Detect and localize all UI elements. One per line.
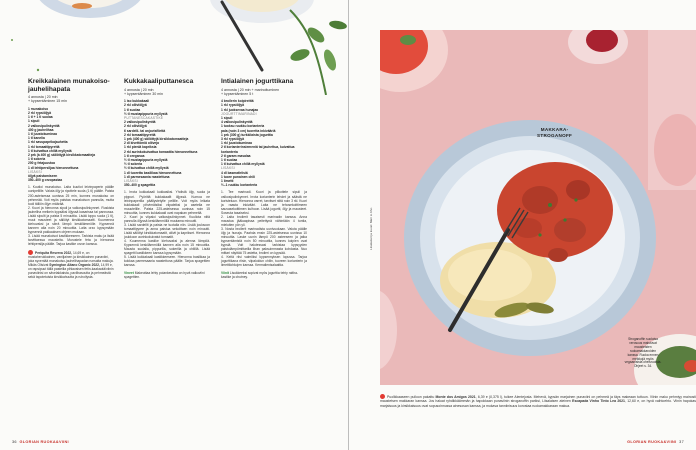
- ingredient-item: 1 tl suolaa: [221, 158, 238, 163]
- wine-text: 14,69 e, on mustaherukkainen, vaniljainen ja kirsikkainen punaviini, joka syventää munakoiso-jauhelihapadan runsaita makuja. Mikäs Olisivat: [28, 251, 114, 268]
- ingredient-item: 4 dl basmatiriisiä: [221, 170, 248, 175]
- ingredient-item: ½ tl kuivattua chiliä myllystä: [124, 166, 169, 171]
- ingredient-item: 350–400 g orzopastaa: [28, 178, 63, 183]
- ingredient-item: ½ tl sokeria: [124, 162, 143, 167]
- magazine-section: GLORIAN RUOKA&VIINI: [627, 440, 677, 444]
- ingredient-item: 1 tl oreganoa: [124, 153, 145, 158]
- ingredient-item: 4 valkosipulinkynttä: [221, 120, 253, 125]
- ingredient-item: 1 prk (300 g) turkkilaista jogurttia: [221, 132, 273, 137]
- dish-label: [537, 127, 572, 138]
- right-page: [349, 0, 696, 450]
- recipe-column-2: [124, 78, 210, 279]
- ingredient-item: 1 tl juustokuminaa: [28, 132, 57, 136]
- ingredient-item: 1 prk (400 g) säilöttyjä kirsikkatomaatteja: [124, 137, 189, 142]
- ingredient-item: 350–400 g spagettia: [124, 183, 156, 188]
- ingredient-item: 1 dl tuoretta basilikaa hienonnettuna: [124, 170, 182, 175]
- ingredient-item: 1 tuoksu ruukku korianteria: [221, 124, 265, 129]
- ingredient-item: 6 sardelli- tai anjovisfilettä: [124, 128, 166, 133]
- wine-tip: [124, 271, 210, 279]
- ingredient-item: 1 rkl rypsiöljyä: [221, 103, 245, 108]
- ingredient-item: 2 valkosipulinkynttä: [124, 120, 156, 125]
- recipe-steps: [221, 190, 307, 267]
- ingredient-item: 1 tl + 1 tl suolaa: [28, 115, 53, 120]
- ingredient-item: 1 rkl tomaattipyrettä: [28, 144, 60, 149]
- ingredient-item: 2 rkl oliiviöljyä: [124, 124, 147, 129]
- ingredient-item: 1 munakoiso: [28, 106, 49, 111]
- photo-credit: Liisalaiset ja kuvat: Mari Li Aho: [369, 207, 373, 250]
- ingredient-item: pala (noin 3 cm) tuoretta inkivääriä: [221, 128, 276, 133]
- ingredient-item: 2 tl korianterinsiemeniä tai jauhettua, kuivattua korianteria: [221, 145, 295, 154]
- wine-tip: [28, 250, 114, 279]
- page-footer: [12, 440, 69, 444]
- ingredient-item: 1 tl kanelia: [28, 136, 45, 141]
- ingredient-item: 1 rkl juoksevaa hunajaa: [221, 107, 259, 112]
- recipe-step: 4. Kuumenna kastike kiehuvaksi ja alenna lämpöä. Kypsennä keskilämmöllä kannen alla noin 15 minuuttia. Mausta suolalla, pippurilla, sokerilla ja chilillä. Lisää spagetti kastikkeen kanssa kypsymään.: [124, 239, 210, 256]
- ingredient-list: [28, 107, 114, 183]
- ingredient-item: ½–1 ruukku korianteria: [221, 183, 258, 188]
- ingredient-item: 400 g jauhelihaa: [28, 127, 54, 132]
- ingredient-item: 1 tl kuivattua chiliä myllystä: [28, 148, 72, 153]
- ingredient-section-label: LISÄKSI: [124, 179, 138, 184]
- ingredient-item: 1 iso kukkakaali: [124, 99, 150, 104]
- ingredient-list: [221, 99, 307, 187]
- recipe-step: 2. Kuori ja viipaloi valkosipulinkynnet. Kuullota niitä pannulla öljyssä keskilämmöllä muutama minuutti.: [124, 214, 210, 223]
- recipe-servings: 4 annosta | 20 min: [124, 87, 154, 92]
- recipe-step: 1. Tee marinadi. Kuori ja pilkottele sipuli ja valkosipulinkynnet. Irrota korianterin lehdet ja säästä ne koristeluun. Hienonna varret, tarvitset niitä noin 3 rkl. Kuori ja raasta inkivääri. Laita ne tehosekoittimeen sauvasekoittimen kulhoon. Lisää jogurtti, öljy ja mausteet. Soseuta tasaiseksi.: [221, 190, 307, 215]
- wine-name-2: Symington Altano Organic 2022,: [49, 263, 100, 268]
- ingredient-item: 1 tuore punainen chili: [221, 174, 256, 179]
- recipe-step: 4. Keitä riisi valmiiksi kypsennyksen lopussa. Tarjoa jogurttikana riisin, viipaloidun chilin, tuoreen korianterin ja limettilohkojen kanssa. Kermalienisalaattia.: [221, 255, 307, 268]
- page-number: 37: [679, 440, 684, 444]
- recipe-step: 2. Laita broilerit tasaisesti marinadin kanssa. Anna maustua jääkaapissa peitettynä vähintään 4 tuntia, mieluiten yön yli.: [221, 214, 307, 227]
- ingredient-item: 1 dl lehtipersiljaa hienonnettuna: [28, 165, 79, 170]
- caption-text: , 6,39 e (0,375 l), tuikee Alentejosta. Mehevä, kypsän marjainen punaviini on pehmeä ja täys makeaan tuttuun. Viinin maku pehmiyy mainosti maustetsen makkaran kanssa. Jos haluat ryhdikkäämmän ja hapokkaan punaviinin stroganoffin pariksi, Liisalaisen ateinen: [380, 395, 696, 404]
- recipe-title: Intialainen jogurttikana: [221, 78, 294, 85]
- caption-wine-name: Monte dos Amigos 2021: [435, 395, 476, 399]
- recipe-column-3: [221, 78, 307, 279]
- recipe-step: 5. Lisää kukkakaali kastikkeeseen. Hienonna basilikaa ja kokkaa parmesaania raastettuna päälle. Tarjoa spagettien kanssa.: [124, 255, 210, 268]
- ingredient-item: 4 broilerin koipireittä: [221, 99, 254, 104]
- ingredient-item: 2 valkosipulinkynttä: [28, 123, 60, 128]
- ingredient-item: 2 dl kivettömiä oliiveja: [124, 141, 159, 146]
- ingredient-item: 1 rkl savupaprikajauhetta: [28, 140, 68, 145]
- caption-text-2: , 12,60 e, on hyvä vaihtoehto. Viinin hapokas marjaisuus ja kirsikkaisuus ovat sopusoinnussa ainesosan kanssa, ja mukava tanniinisuus korostaa ruokamakkaraan makua.: [380, 399, 696, 408]
- wine-text: Makeuttaa lehty poiankeuttaa on hyvä valkoviini spagettien.: [124, 271, 205, 280]
- wine-name: Periquita Reserva 2022,: [35, 251, 73, 256]
- page-footer: [627, 440, 684, 444]
- ingredient-item: 1 dl parmesaania raastettuna: [124, 174, 170, 179]
- ingredient-section-label: LISÄKSI: [28, 169, 42, 174]
- recipe-time: + kypsentäminen 15 min: [28, 99, 68, 104]
- ingredient-item: 1 rkl pieniä kapriksia: [124, 145, 157, 150]
- ingredient-item: 1 rkl juustokuminaa: [221, 141, 252, 146]
- wine-mark-icon: [380, 394, 385, 399]
- recipe-time: + kypsentäminen 30 min: [124, 91, 164, 96]
- ingredient-item: 1 tl suolaa: [124, 107, 141, 112]
- recipe-step: 2. Kuori ja hienonna sipuli ja valkosipulinkynnet. Ruskista jauheliha melkein kypsäksi öljyssä kasarissa tai pannussa. Lisää sipulit ja paista 5 minuuttia. Lisää loppu suola (1 tl), muut mausteet ja säilötyt kirsikkatomaatit. Kuumenna kiehuvaksi ja siirrä lämpö keskilämmölle. Kypsennä kannen alla noin 20 minuuttia. Laita orzo kypsymään kypsennä pakkauksen ohjeen mukaan.: [28, 205, 114, 234]
- magazine-section: GLORIAN RUOKA&VIINI: [19, 440, 69, 444]
- ingredient-section-label: JOGURTTIMARINADI: [221, 111, 257, 116]
- wine-tip: [221, 271, 307, 279]
- ingredient-item: 1 tl kuivattua chiliä myllystä: [221, 162, 265, 167]
- recipe-steps: [124, 190, 210, 267]
- ingredient-item: ½ tl mustapippuria myllystä: [124, 158, 168, 163]
- ingredient-item: 2 prk (à 400 g) säilöttyjä kirsikkatomaatteja: [28, 153, 96, 158]
- ingredient-item: 3 rkl rypsiöljyä: [221, 137, 245, 142]
- recipe-column-1: [28, 78, 114, 279]
- recipe-steps: [28, 185, 114, 246]
- recipe-step: 3. Lisää munakoisot kastikkeeseen. Tarkista maku ja lisää tarvittaessa mausteita. Murustele feta ja hienonna lehtipersilja päälle. Tarjoa kastike orzon kanssa.: [28, 234, 114, 247]
- recipe-step: 3. Lisää sardellit ja paista ne tuotalla niin. Lisää jouksoon tomaattipyree ja anna paistua sekoittaen noin minuutti. Lisää säilötyt kirsikkatomaatit, oliivit ja kaprikset. Hienonna joukkoon aurinkokuivatut tomaatit.: [124, 222, 210, 239]
- ingredient-list: [124, 99, 210, 187]
- recipe-title: Kreikkalainen munakoiso-jauhelihapata: [28, 78, 110, 93]
- ingredient-item: 2 tl garam masalaa: [221, 153, 251, 158]
- recipe-step: 1. Irrota kukkakaali kukkasiksi. Yhdistä öljy, suola ja pippuri. Pyörittä kukkakaalit öljyssä. Kumoa ne leivinpaperilla päällystetylle pellille. Voit myös leikata kukkakaali pihvimäisiksi viipaleiksi ja asetella ne muuutelille. Paista 225-asteisessa uunissa noin 15 minuuttia, kunnes kukkakaali ovat napakan pehmeitä.: [124, 190, 210, 215]
- ingredient-section-label: LISÄKSI: [221, 166, 235, 171]
- recipe-servings: 4 annosta | 20 min: [28, 95, 58, 100]
- recipe-servings: 4 annosta | 20 min + marinoituminen: [221, 87, 280, 92]
- recipe-step: 3. Nosta broilerit marinadista uunivuokaan. Valuta päälle öljy ja hunaja. Paahda ensin 225-asteisessa uunissa 10 minuuttia. Laske uunin lämpö 200 asteeseen ja jatka kypsentämistä noin 50 minuuttia, kunnes koipien ovat kypsiä. Voit halutessasi tarkistaa kypsyyden paistolämpömittarilla lihan paksuimmasta kohdasta. Nuo mittari näyttää 75 astetta, broileri on kypsää.: [221, 226, 307, 256]
- wine-text-2: 14,99 e, on rapsipuut tällä pasteilla pihlavaisen fetin-kaakaotä/viinin punaviinisi on sävelakkaista, pavlihasoutta ja pehmeästä sekä tapotetuista kirsikkahuutta ja ruhoilysta.: [28, 263, 114, 280]
- ingredient-item: 2 rkl aurinkokuivattua tomaattia hienonnettuna: [124, 149, 198, 154]
- dish-label-line-2: STROGANOFF: [537, 132, 573, 138]
- ingredient-item: 1 sipuli: [221, 116, 233, 120]
- ingredient-item: 200 g fetajuustoa: [28, 161, 55, 166]
- page-number: 36: [12, 440, 17, 444]
- main-food-photo: [380, 30, 696, 385]
- ingredient-item: 1 tl sokeria: [28, 157, 46, 162]
- ingredient-item: 2 rkl tomaattipyrettä: [124, 132, 156, 137]
- recipe-time: + kypsentäminen 5 t: [221, 91, 254, 96]
- wine-caption: [380, 394, 696, 408]
- ingredient-item: 1 limetti: [221, 179, 234, 184]
- recipe-title: Kukkakaaliputtanesca: [124, 78, 194, 85]
- photo-side-caption: Stroganoffin suolaisa verosuus maistuvat mausteisten ruokamakkaroiden kanssa. Ruoka ennen meikkojä myös vegaanisista oheisruoista. Ohjeet s. 34.: [624, 337, 662, 369]
- wine-label: Vineet: [124, 271, 134, 276]
- ingredient-item: 1 sipuli: [28, 119, 40, 124]
- wine-text: Lisukkeeksi sopivat myös jogurttia tehty raitha-kastike ja chutney.: [221, 271, 299, 280]
- caption-wine-name-2: Escapada Vinho Tinto Lea 2021: [572, 399, 625, 404]
- wine-label: Viinit: [221, 271, 229, 276]
- dish-label-line-1: MAKKARA-: [540, 127, 569, 132]
- recipe-step: 1. Kuutioi munakoiso. Laita kuutiot leivinpaperin päälle uunipellille. Valuta öljy ja ripottele suola (1 tl) päälle. Paista 200-asteisessa uunissa 25 min, kunnes munakoiso on pehmeää. Voit myös paistaa munakoison pannulla, mutta tuoli tällöin öljyn määrää.: [28, 185, 114, 206]
- caption-lead: Puolikkaaseen pulloon pakattu: [387, 395, 435, 399]
- ingredient-item: 2 rkl oliiviöljyä: [124, 103, 147, 108]
- ingredient-item: öljyä paistamiseen: [28, 174, 58, 179]
- ingredient-section-label: PUTTANESCAKASTIKE: [124, 116, 164, 120]
- ingredient-item: 2 rkl rypsiöljyä: [28, 110, 52, 115]
- ingredient-item: ½ tl mustapippuria myllystä: [124, 111, 168, 116]
